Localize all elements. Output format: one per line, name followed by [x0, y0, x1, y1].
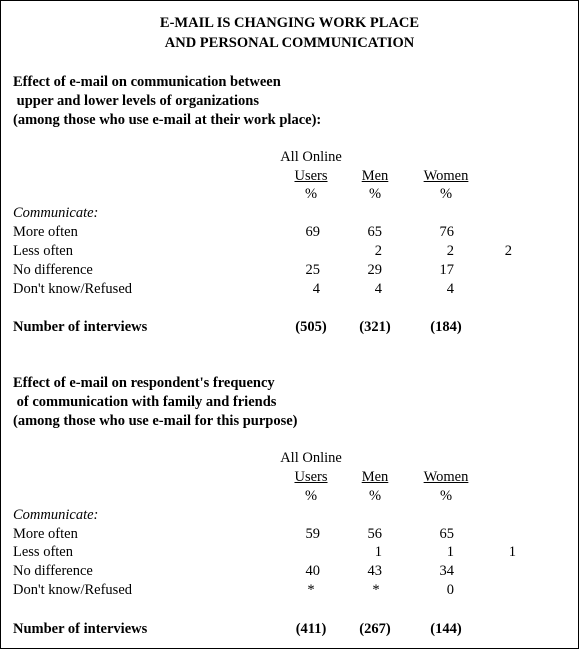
- section2-row-women: 0: [446, 582, 454, 598]
- section1-pct-men: %: [368, 186, 382, 202]
- section2-row-label: Don't know/Refused: [13, 582, 133, 598]
- section2-heading-line2: of communication with family and friends: [13, 394, 277, 410]
- section1-row-all: 4: [312, 281, 320, 297]
- section2-interviews-men: (267): [359, 621, 391, 637]
- section1-row-label: More often: [13, 224, 78, 240]
- section2-row-women: 34: [439, 563, 454, 579]
- section2-row-men: *: [372, 582, 380, 598]
- section2-pct-women: %: [439, 488, 453, 504]
- section2-interviews-all: (411): [295, 621, 327, 637]
- section1-col-men: Men: [361, 168, 389, 184]
- section1-heading-line2: upper and lower levels of organizations: [13, 93, 259, 109]
- section1-interviews-women: (184): [430, 319, 462, 335]
- section2-pct-all: %: [304, 488, 318, 504]
- section1-row-women: 76: [439, 224, 454, 240]
- section2-row-women: 1: [446, 544, 454, 560]
- section1-group-label: Communicate:: [13, 205, 99, 221]
- section2-row-all: *: [307, 582, 315, 598]
- section1-row-men: 65: [367, 224, 382, 240]
- section1-interviews-men: (321): [359, 319, 391, 335]
- section1-interviews-label: Number of interviews: [13, 319, 148, 335]
- section1-row-all: 25: [305, 262, 320, 278]
- section2-heading-line3: (among those who use e-mail for this purpose): [13, 413, 298, 429]
- section1-heading-line3: (among those who use e-mail at their work place):: [13, 112, 322, 128]
- section1-row-men: 2: [374, 243, 382, 259]
- section1-pct-all: %: [304, 186, 318, 202]
- section2-row-label: Less often: [13, 544, 73, 560]
- section2-heading-line1: Effect of e-mail on respondent's frequency: [13, 375, 275, 391]
- section1-row-women: 4: [446, 281, 454, 297]
- section1-row-label: Don't know/Refused: [13, 281, 133, 297]
- section1-heading-line1: Effect of e-mail on communication between: [13, 74, 281, 90]
- section1-row-men: 4: [374, 281, 382, 297]
- section2-col-women: Women: [423, 469, 469, 485]
- section2-row-all: 59: [305, 526, 320, 542]
- section2-col-all-line2: Users: [294, 469, 328, 485]
- section1-row-label: Less often: [13, 243, 73, 259]
- section2-interviews-label: Number of interviews: [13, 621, 148, 637]
- section1-row-women: 17: [439, 262, 454, 278]
- section2-group-label: Communicate:: [13, 507, 99, 523]
- section2-row-extra: 1: [508, 544, 516, 560]
- section2-row-label: No difference: [13, 563, 93, 579]
- section2-row-all: 40: [305, 563, 320, 579]
- section2-col-men: Men: [361, 469, 389, 485]
- document-title-line1: E-MAIL IS CHANGING WORK PLACE: [159, 15, 420, 31]
- section1-interviews-all: (505): [295, 319, 327, 335]
- section2-interviews-women: (144): [430, 621, 462, 637]
- section2-row-women: 65: [439, 526, 454, 542]
- section1-col-all-line1: All Online: [280, 149, 342, 165]
- section1-col-all-line2: Users: [294, 168, 328, 184]
- section2-row-men: 56: [367, 526, 382, 542]
- section2-row-men: 1: [374, 544, 382, 560]
- section1-row-all: 69: [305, 224, 320, 240]
- section1-pct-women: %: [439, 186, 453, 202]
- section1-col-women: Women: [423, 168, 469, 184]
- section1-row-extra: 2: [504, 243, 512, 259]
- section2-pct-men: %: [368, 488, 382, 504]
- section2-row-label: More often: [13, 526, 78, 542]
- section2-row-men: 43: [367, 563, 382, 579]
- section1-row-men: 29: [367, 262, 382, 278]
- section1-row-women: 2: [446, 243, 454, 259]
- section1-row-label: No difference: [13, 262, 93, 278]
- document-title-line2: AND PERSONAL COMMUNICATION: [164, 35, 415, 51]
- section2-col-all-line1: All Online: [280, 450, 342, 466]
